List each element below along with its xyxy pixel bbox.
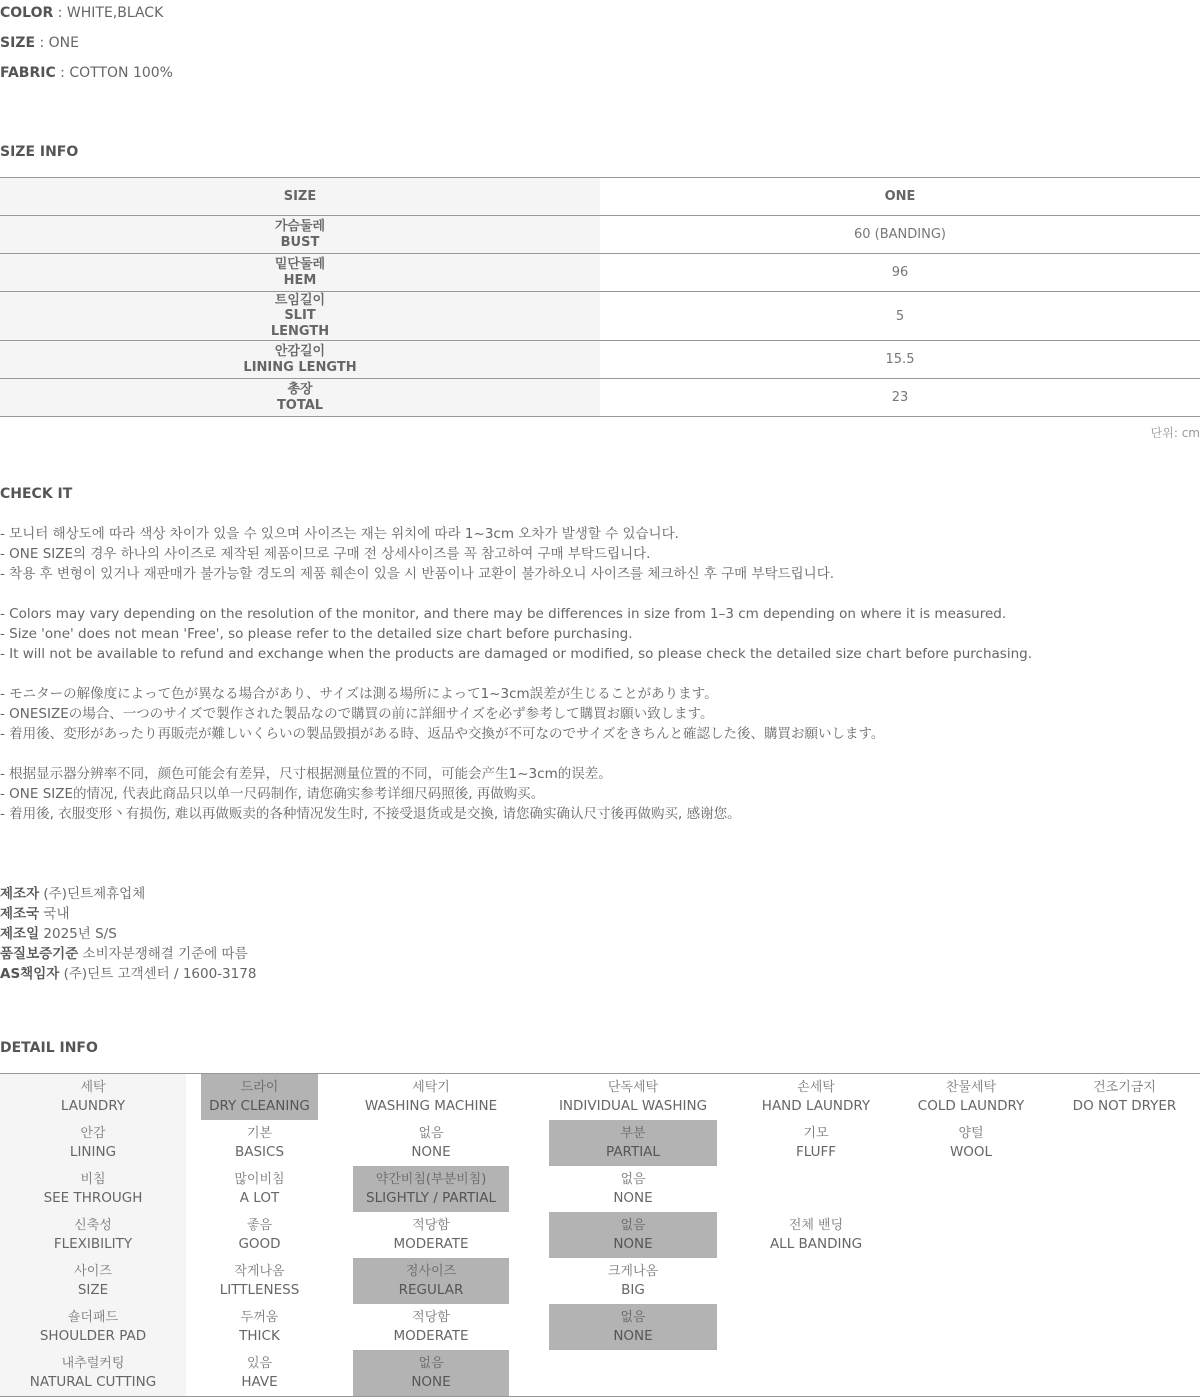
detail-option-en: ALL BANDING — [769, 1236, 863, 1252]
detail-option-ko: 없음 — [418, 1356, 444, 1371]
size-row-hem — [0, 254, 1200, 292]
size-label-en: LINING LENGTH — [243, 359, 357, 375]
note-line: - ONE SIZE的情况, 代表此商品只以单一尺码制作, 请您确实参考详细尺码照後, 再做购买。 — [0, 786, 545, 802]
detail-option-ko: 약간비침(부분비침) — [375, 1172, 487, 1187]
size-row-label — [0, 379, 600, 416]
detail-option-ko: 없음 — [620, 1310, 646, 1325]
detail-option-en: INDIVIDUAL WASHING — [558, 1098, 708, 1114]
detail-option-ko: 세탁 — [80, 1080, 106, 1095]
size-label-ko: 밑단둘레 — [274, 257, 326, 272]
detail-row-label — [0, 1258, 186, 1304]
detail-option-ko: 없음 — [620, 1218, 646, 1233]
notes-chinese — [0, 764, 1200, 824]
detail-option-ko: 세탁기 — [412, 1080, 450, 1095]
spec-label: FABRIC — [0, 65, 56, 81]
maker-label: 제조국 — [0, 906, 40, 922]
detail-option-ko: 기모 — [803, 1126, 829, 1141]
detail-option-ko: 신축성 — [74, 1218, 112, 1233]
size-row-value: 96 — [891, 265, 909, 280]
detail-option-en: NONE — [411, 1144, 451, 1160]
size-label-en-2: LENGTH — [270, 323, 330, 339]
detail-option — [353, 1212, 509, 1258]
size-table-header — [0, 178, 1200, 216]
detail-option-ko: 전체 밴딩 — [788, 1218, 844, 1233]
size-row-value: 60 (BANDING) — [854, 227, 946, 242]
maker-line — [0, 904, 256, 924]
detail-option — [741, 1074, 891, 1120]
detail-option-en: DRY CLEANING — [209, 1098, 310, 1114]
spec-value: : WHITE,BLACK — [53, 5, 164, 21]
detail-option — [201, 1350, 318, 1396]
note-line: - 着用後、変形があったり再販売が難しいくらいの製品毀損がある時、返品や交換が不可なのでサイズをきちんと確認した後、購買お願いします。 — [0, 726, 885, 742]
size-label-ko: 총장 — [287, 382, 313, 397]
detail-option-en: MODERATE — [393, 1328, 469, 1344]
note-line: - It will not be available to refund and exchange when the products are damaged or modified, so please check the detailed size chart before purchasing. — [0, 646, 1032, 662]
size-label-ko: 트임길이 — [274, 292, 326, 308]
size-row-total — [0, 379, 1200, 417]
detail-option-en: THICK — [239, 1328, 280, 1344]
spec-label: SIZE — [0, 35, 36, 51]
detail-option-ko: 없음 — [620, 1172, 646, 1187]
size-header-label: SIZE — [0, 178, 600, 215]
size-row-label — [0, 254, 600, 291]
detail-row-label — [0, 1074, 186, 1120]
note-line: - モニターの解像度によって色が異なる場合があり、サイズは測る場所によって1~3cm誤差が生じることがあります。 — [0, 686, 718, 702]
detail-option-selected — [201, 1074, 318, 1120]
size-row-value: 15.5 — [885, 352, 915, 367]
detail-option-ko: 두꺼움 — [240, 1310, 279, 1325]
detail-option-en: GOOD — [238, 1236, 281, 1252]
detail-option-ko: 사이즈 — [74, 1264, 112, 1279]
detail-option-ko: 많이비침 — [234, 1172, 285, 1187]
detail-option-ko: 건조기금지 — [1093, 1080, 1156, 1095]
maker-value: 국내 — [39, 906, 70, 922]
detail-option-selected — [353, 1258, 509, 1304]
detail-option-ko: 기본 — [246, 1126, 273, 1141]
detail-option-en: COLD LAUNDRY — [917, 1098, 1025, 1114]
detail-option-en: HAND LAUNDRY — [761, 1098, 871, 1114]
spec-value: : ONE — [35, 35, 79, 51]
detail-option-ko: 양털 — [958, 1126, 984, 1141]
detail-option — [741, 1212, 891, 1258]
maker-value: (주)딘트 고객센터 / 1600-3178 — [59, 966, 257, 982]
detail-option-ko: 숄더패드 — [67, 1310, 119, 1325]
detail-option — [353, 1304, 509, 1350]
detail-option-en: FLEXIBILITY — [53, 1236, 133, 1252]
detail-option-ko: 크게나옴 — [607, 1264, 659, 1279]
note-line: - 着用後, 衣服变形丶有损伤, 难以再做贩卖的各种情况发生时, 不接受退货或是交換, 请您确实确认尺寸後再做购买, 感谢您。 — [0, 806, 741, 822]
detail-option-selected — [353, 1166, 509, 1212]
detail-option-en: SLIGHTLY / PARTIAL — [366, 1190, 496, 1206]
note-line: - 根据显示器分辨率不同，颜色可能会有差异，尺寸根据测量位置的不同，可能会产生1~3cm的误差。 — [0, 766, 612, 782]
notes-japanese — [0, 684, 1200, 744]
detail-row-label — [0, 1304, 186, 1350]
size-row-bust — [0, 216, 1200, 254]
note-line: - ONE SIZE의 경우 하나의 사이즈로 제작된 제품이므로 구매 전 상세사이즈를 꼭 참고하여 구매 부탁드립니다. — [0, 546, 651, 562]
detail-option-en: PARTIAL — [606, 1144, 660, 1160]
size-row-label — [0, 341, 600, 378]
detail-option-en: SIZE — [77, 1282, 109, 1298]
detail-option-en: MODERATE — [393, 1236, 469, 1252]
detail-option-ko: 작게나옴 — [234, 1264, 285, 1279]
detail-option-en: LINING — [69, 1144, 117, 1160]
detail-table — [0, 1073, 1200, 1397]
detail-row-label — [0, 1350, 186, 1396]
maker-label: AS책임자 — [0, 966, 60, 982]
detail-option-en: REGULAR — [398, 1282, 464, 1298]
size-row-value: 5 — [895, 308, 905, 324]
size-label-en: BUST — [280, 234, 320, 250]
size-label-en: TOTAL — [276, 397, 324, 413]
detail-option — [201, 1120, 318, 1166]
detail-option-en: A LOT — [239, 1190, 280, 1206]
detail-option-en: FLUFF — [795, 1144, 837, 1160]
maker-value: 소비자분쟁해결 기준에 따름 — [78, 946, 248, 962]
size-label-ko: 안감길이 — [274, 344, 326, 359]
note-line: - ONESIZEの場合、一つのサイズで製作された製品なので購買の前に詳細サイズを必ず参考して購買お願い致します。 — [0, 706, 714, 722]
detail-option-en: WOOL — [949, 1144, 993, 1160]
maker-value: 2025년 S/S — [39, 926, 117, 942]
detail-option — [201, 1304, 318, 1350]
detail-info-title: DETAIL INFO — [0, 1040, 98, 1056]
note-line: - 착용 후 변형이 있거나 재판매가 불가능할 경도의 제품 훼손이 있을 시 반품이나 교환이 불가하오니 사이즈를 체크하신 후 구매 부탁드립니다. — [0, 566, 835, 582]
detail-option-en: NATURAL CUTTING — [29, 1374, 157, 1390]
detail-option-en: SEE THROUGH — [43, 1190, 143, 1206]
detail-option-selected — [549, 1212, 717, 1258]
detail-option-en: BASICS — [234, 1144, 285, 1160]
detail-row-label — [0, 1120, 186, 1166]
detail-option-ko: 단독세탁 — [607, 1080, 659, 1095]
notes-korean — [0, 524, 1200, 584]
check-it-title: CHECK IT — [0, 486, 73, 502]
maker-line — [0, 884, 256, 904]
detail-option-selected — [353, 1350, 509, 1396]
detail-option — [353, 1074, 509, 1120]
detail-option — [1049, 1074, 1200, 1120]
detail-option — [893, 1120, 1049, 1166]
maker-value: (주)딘트제휴업체 — [39, 886, 146, 902]
detail-option — [353, 1120, 509, 1166]
detail-option-ko: 찬물세탁 — [945, 1080, 997, 1095]
detail-option-en: HAVE — [241, 1374, 278, 1390]
detail-option-en: BIG — [621, 1282, 645, 1298]
detail-option-ko: 없음 — [418, 1126, 444, 1141]
detail-option-en: NONE — [613, 1328, 653, 1344]
notes-english — [0, 604, 1200, 664]
size-label-ko: 가슴둘레 — [274, 219, 326, 234]
detail-option-ko: 드라이 — [240, 1080, 279, 1095]
detail-option-en: NONE — [613, 1190, 653, 1206]
note-line: - Size 'one' does not mean 'Free', so please refer to the detailed size chart before purchasing. — [0, 626, 633, 642]
detail-row-label — [0, 1166, 186, 1212]
detail-option — [549, 1258, 717, 1304]
maker-line — [0, 964, 256, 984]
spec-value: : COTTON 100% — [55, 65, 173, 81]
detail-option-en: NONE — [613, 1236, 653, 1252]
detail-option-selected — [549, 1304, 717, 1350]
detail-option-selected — [549, 1120, 717, 1166]
detail-option — [549, 1074, 717, 1120]
detail-option-ko: 좋음 — [246, 1218, 273, 1233]
detail-option-en: NONE — [411, 1374, 451, 1390]
size-label-en: SLIT — [284, 308, 316, 324]
size-info-title: SIZE INFO — [0, 144, 79, 160]
manufacturer-info — [0, 884, 256, 984]
detail-option-en: DO NOT DRYER — [1072, 1098, 1177, 1114]
detail-option-ko: 있음 — [246, 1356, 273, 1371]
size-row-label — [0, 292, 600, 340]
size-table — [0, 177, 1200, 417]
size-row-value: 23 — [891, 390, 909, 405]
maker-label: 제조자 — [0, 886, 40, 902]
unit-note: 단위: cm — [1150, 426, 1200, 440]
spec-size — [0, 33, 79, 53]
size-row-lining-length — [0, 341, 1200, 379]
size-row-label — [0, 216, 600, 253]
detail-option — [201, 1212, 318, 1258]
note-line: - Colors may vary depending on the resolution of the monitor, and there may be differences in size from 1–3 cm depending on where it is measured. — [0, 606, 1007, 622]
detail-option-ko: 적당함 — [412, 1310, 450, 1325]
maker-label: 제조일 — [0, 926, 40, 942]
detail-row-label — [0, 1212, 186, 1258]
detail-option — [549, 1166, 717, 1212]
detail-option — [201, 1258, 318, 1304]
detail-option-ko: 적당함 — [412, 1218, 450, 1233]
size-header-value: ONE — [884, 189, 916, 204]
detail-option — [201, 1166, 318, 1212]
detail-option-ko: 비침 — [80, 1172, 106, 1187]
detail-option-en: LAUNDRY — [60, 1098, 126, 1114]
detail-option-ko: 부분 — [620, 1126, 646, 1141]
detail-option-ko: 내추럴커팅 — [61, 1356, 125, 1371]
detail-option-en: WASHING MACHINE — [364, 1098, 498, 1114]
detail-option-ko: 정사이즈 — [405, 1264, 457, 1279]
size-row-slit-length — [0, 292, 1200, 341]
maker-label: 품질보증기준 — [0, 946, 79, 962]
detail-option-ko: 손세탁 — [797, 1080, 835, 1095]
detail-option — [741, 1120, 891, 1166]
detail-option-en: SHOULDER PAD — [39, 1328, 147, 1344]
note-line: - 모니터 해상도에 따라 색상 차이가 있을 수 있으며 사이즈는 재는 위치에 따라 1~3cm 오차가 발생할 수 있습니다. — [0, 526, 679, 542]
maker-line — [0, 944, 256, 964]
maker-line — [0, 924, 256, 944]
spec-color — [0, 3, 163, 23]
check-it-notes — [0, 524, 1200, 844]
spec-fabric — [0, 63, 173, 83]
detail-option-ko: 안감 — [80, 1126, 106, 1141]
detail-option-en: LITTLENESS — [219, 1282, 300, 1298]
size-label-en: HEM — [283, 272, 317, 288]
detail-option — [893, 1074, 1049, 1120]
spec-label: COLOR — [0, 5, 54, 21]
